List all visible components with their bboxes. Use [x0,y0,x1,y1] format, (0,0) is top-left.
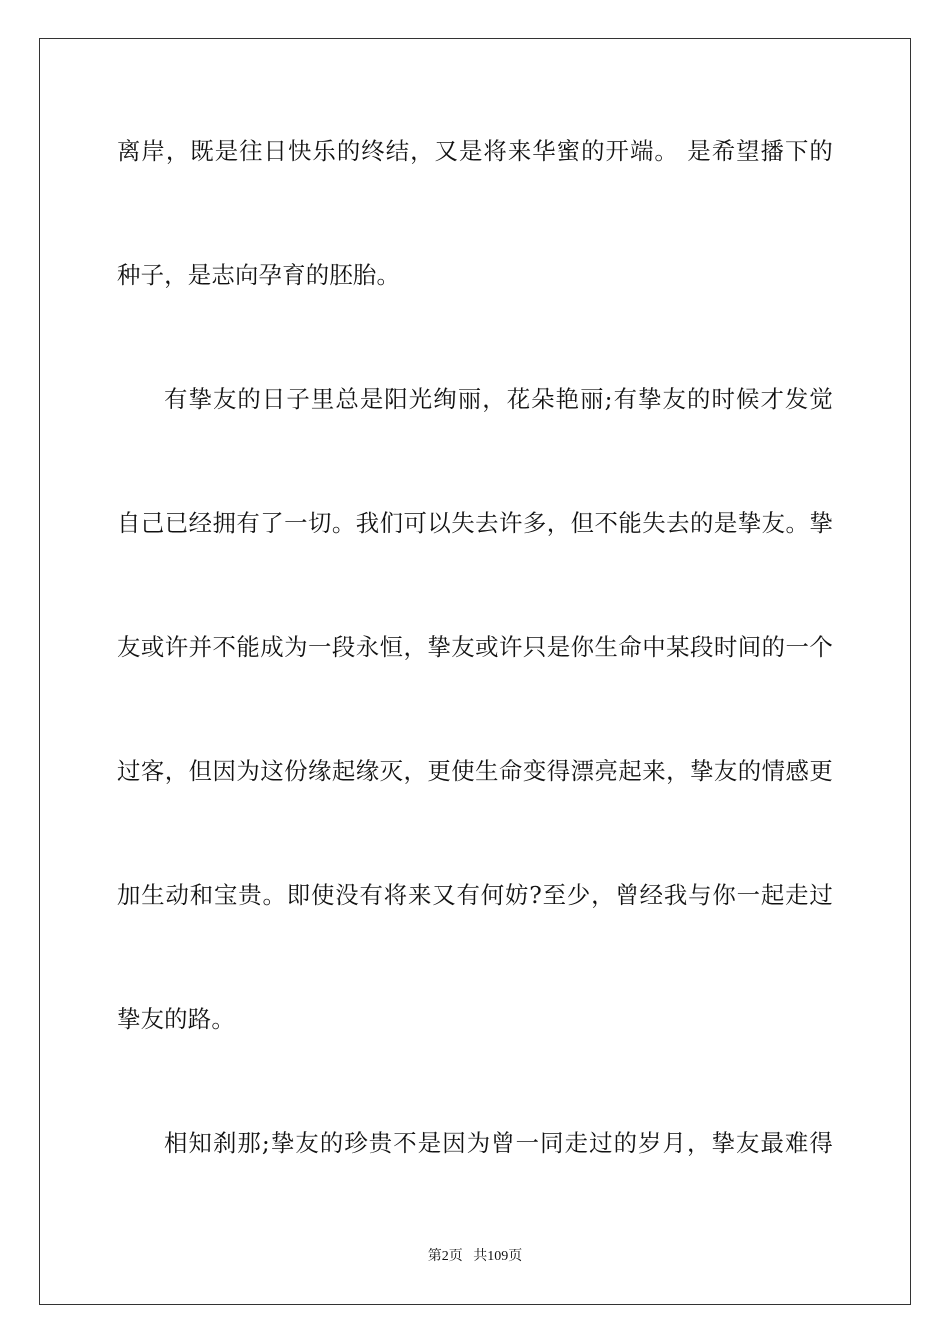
text-line: 友或许并不能成为一段永恒，挚友或许只是你生命中某段时间的一个 [117,633,833,661]
text-line: 过客，但因为这份缘起缘灭，更使生命变得漂亮起来，挚友的情感更 [117,757,833,785]
page-total: 共109页 [473,1249,523,1264]
text-line: 离岸，既是往日快乐的终结，又是将来华蜜的开端。 是希望播下的 [117,137,833,165]
paragraph-first-line: 相知刹那;挚友的珍贵不是因为曾一同走过的岁月，挚友最难得 [164,1129,833,1157]
text-line: 挚友的路。 [117,1005,235,1033]
text-line: 种子，是志向孕育的胚胎。 [117,261,401,289]
paragraph-first-line: 有挚友的日子里总是阳光绚丽，花朵艳丽;有挚友的时候才发觉 [164,385,833,413]
text-line: 自己已经拥有了一切。我们可以失去许多，但不能失去的是挚友。挚 [117,509,833,537]
text-line: 加生动和宝贵。即使没有将来又有何妨?至少，曾经我与你一起走过 [117,881,833,909]
page-frame [39,38,911,1305]
page-number: 第2页 [427,1249,463,1264]
page-footer [0,1248,950,1266]
